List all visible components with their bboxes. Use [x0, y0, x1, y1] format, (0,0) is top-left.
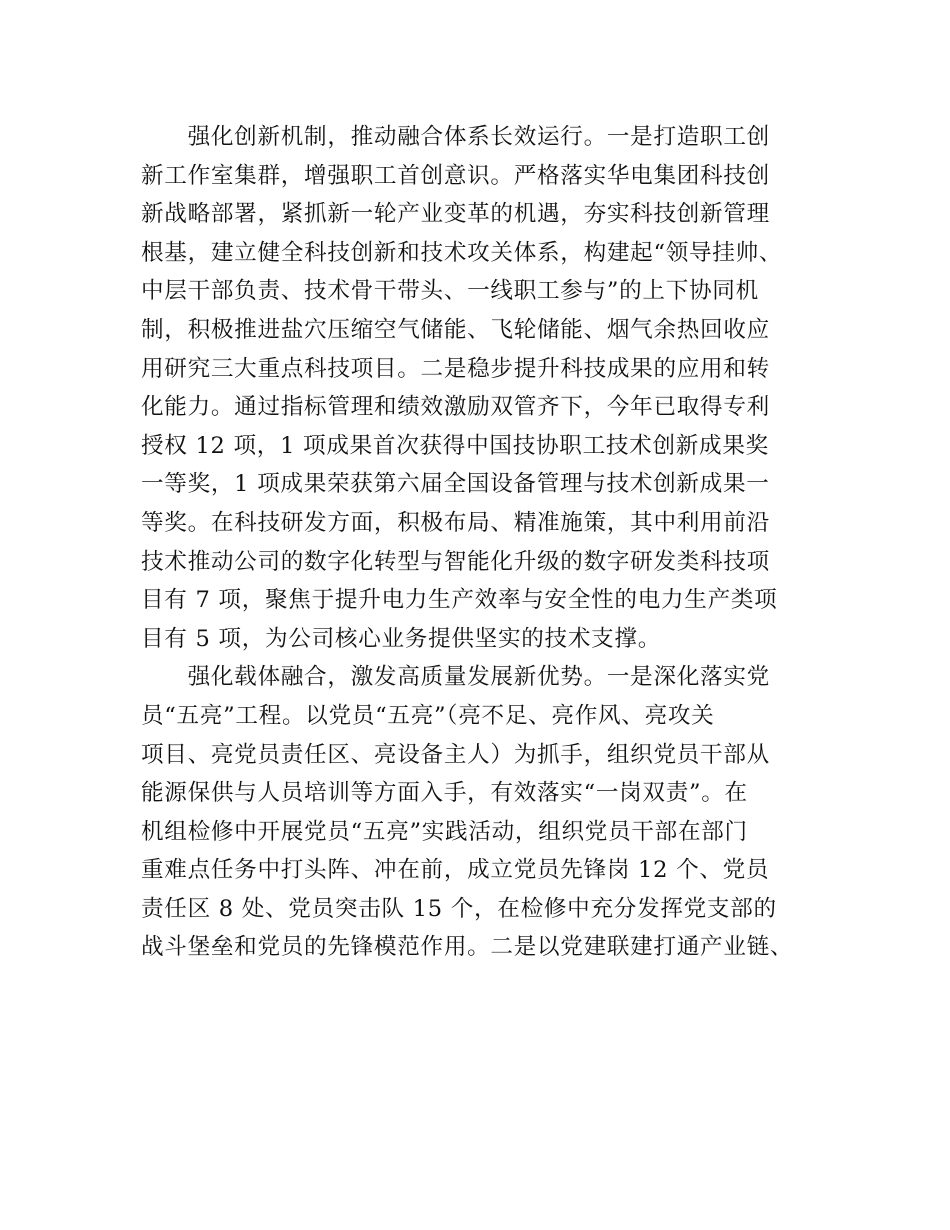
- paragraph-line: 一等奖，1 项成果荣获第六届全国设备管理与技术创新成果一: [141, 471, 770, 498]
- paragraph-line: 化能力。通过指标管理和绩效激励双管齐下，今年已取得专利: [141, 394, 770, 421]
- document-body: [141, 118, 821, 967]
- paragraph-line: 用研究三大重点科技项目。二是稳步提升科技成果的应用和转: [141, 355, 770, 382]
- paragraph-line: 员“五亮”工程。以党员“五亮”（亮不足、亮作风、亮攻关: [141, 702, 715, 729]
- paragraph-line: 中层干部负责、技术骨干带头、一线职工参与”的上下协同机: [141, 278, 759, 305]
- paragraph-line: 能源保供与人员培训等方面入手，有效落实“一岗双责”。在: [141, 780, 748, 807]
- paragraph-line: 战斗堡垒和党员的先锋模范作用。二是以党建联建打通产业链、: [141, 934, 794, 961]
- paragraph-line: 技术推动公司的数字化转型与智能化升级的数字研发类科技项: [141, 548, 770, 575]
- paragraph-innovation-mechanism: [141, 118, 821, 658]
- paragraph-line: 项目、亮党员责任区、亮设备主人）为抓手，组织党员干部从: [141, 741, 770, 768]
- paragraph-line: 强化载体融合，激发高质量发展新优势。一是深化落实党: [141, 664, 770, 691]
- paragraph-line: 等奖。在科技研发方面，积极布局、精准施策，其中利用前沿: [141, 509, 770, 536]
- paragraph-line: 强化创新机制，推动融合体系长效运行。一是打造职工创: [141, 124, 770, 150]
- paragraph-line: 重难点任务中打头阵、冲在前，成立党员先锋岗 12 个、党员: [141, 857, 770, 884]
- paragraph-line: 制，积极推进盐穴压缩空气储能、飞轮储能、烟气余热回收应: [141, 316, 770, 343]
- paragraph-line: 目有 5 项，为公司核心业务提供坚实的技术支撑。: [141, 625, 662, 652]
- paragraph-line: 机组检修中开展党员“五亮”实践活动，组织党员干部在部门: [141, 818, 748, 845]
- paragraph-line: 新战略部署，紧抓新一轮产业变革的机遇，夯实科技创新管理: [141, 201, 770, 228]
- paragraph-line: 责任区 8 处、党员突击队 15 个，在检修中充分发挥党支部的: [141, 895, 777, 922]
- paragraph-line: 授权 12 项，1 项成果首次获得中国技协职工技术创新成果奖: [141, 432, 769, 459]
- paragraph-line: 根基，建立健全科技创新和技术攻关体系，构建起“领导挂帅、: [141, 239, 783, 266]
- paragraph-carrier-integration: [141, 658, 821, 967]
- paragraph-line: 新工作室集群，增强职工首创意识。严格落实华电集团科技创: [141, 162, 770, 189]
- paragraph-line: 目有 7 项，聚焦于提升电力生产效率与安全性的电力生产类项: [141, 587, 778, 614]
